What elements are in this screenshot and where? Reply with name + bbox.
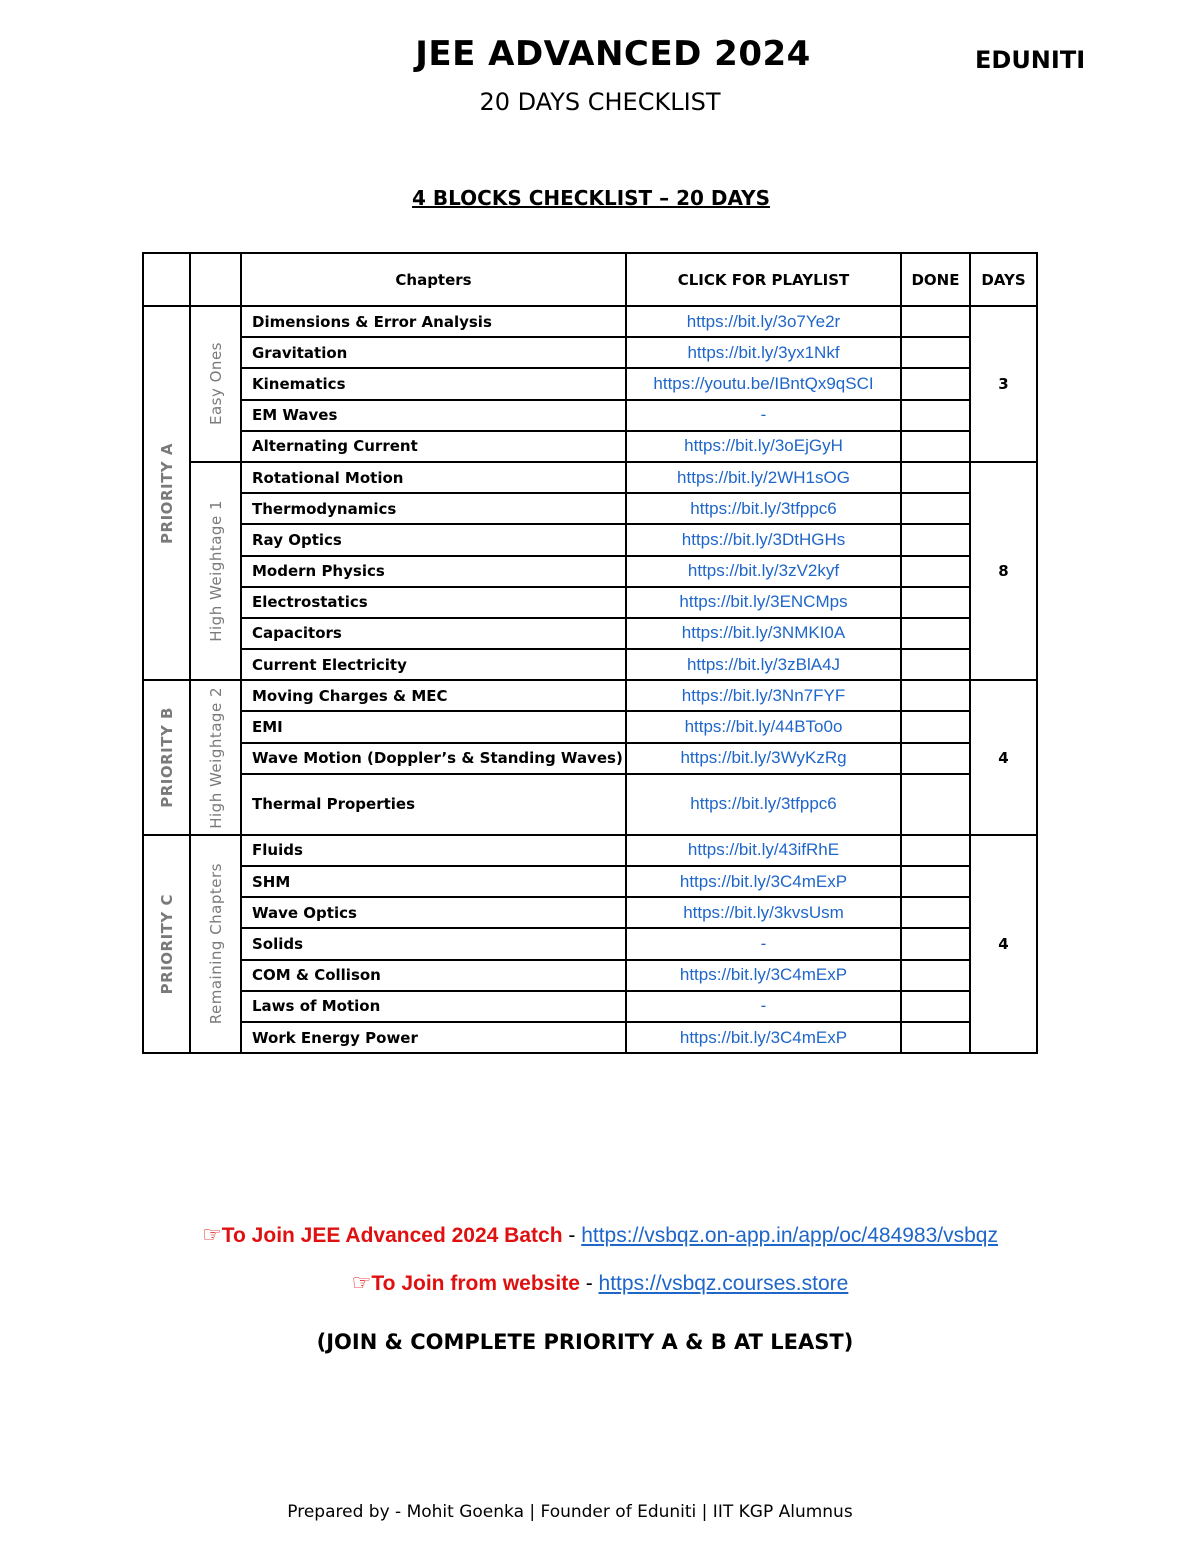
playlist-link[interactable]: https://bit.ly/3Nn7FYF (626, 680, 901, 711)
join-website-separator: - (579, 1272, 599, 1295)
table-header-row (143, 253, 1037, 306)
page-subtitle: 20 DAYS CHECKLIST (479, 88, 721, 116)
done-checkbox[interactable] (901, 587, 970, 618)
footer-credit: Prepared by - Mohit Goenka | Founder of Eduniti | IIT KGP Alumnus (287, 1502, 853, 1522)
days-high1: 8 (970, 462, 1037, 680)
chapter-name: Kinematics (241, 368, 626, 399)
days-easy: 3 (970, 306, 1037, 462)
table-row (143, 368, 1037, 399)
header-group-blank (190, 253, 241, 306)
group-remaining-label: Remaining Chapters (206, 863, 225, 1025)
table-row (143, 960, 1037, 991)
header-priority-blank (143, 253, 190, 306)
table-row (143, 524, 1037, 555)
header-days: DAYS (970, 253, 1037, 306)
priority-c-label: PRIORITY C (157, 893, 176, 995)
playlist-link[interactable]: https://bit.ly/43ifRhE (626, 835, 901, 866)
priority-note: (JOIN & COMPLETE PRIORITY A & B AT LEAST) (316, 1330, 854, 1354)
playlist-link[interactable]: https://bit.ly/3tfppc6 (626, 493, 901, 524)
done-checkbox[interactable] (901, 400, 970, 431)
chapter-name: Fluids (241, 835, 626, 866)
playlist-link[interactable]: https://bit.ly/3zBlA4J (626, 649, 901, 680)
checklist-table (142, 252, 1038, 1054)
done-checkbox[interactable] (901, 306, 970, 337)
playlist-link[interactable]: https://bit.ly/3C4mExP (626, 1022, 901, 1053)
table-row (143, 991, 1037, 1022)
playlist-link[interactable]: https://bit.ly/3o7Ye2r (626, 306, 901, 337)
playlist-link[interactable]: https://bit.ly/44BTo0o (626, 711, 901, 742)
playlist-link: - (626, 400, 901, 431)
chapter-name: Rotational Motion (241, 462, 626, 493)
done-checkbox[interactable] (901, 743, 970, 774)
group-high1-cell (190, 462, 241, 680)
chapter-name: Current Electricity (241, 649, 626, 680)
playlist-link[interactable]: https://bit.ly/3oEjGyH (626, 431, 901, 462)
chapter-name: Electrostatics (241, 587, 626, 618)
done-checkbox[interactable] (901, 524, 970, 555)
done-checkbox[interactable] (901, 337, 970, 368)
priority-a-cell (143, 306, 190, 680)
table-row (143, 649, 1037, 680)
playlist-link[interactable]: https://bit.ly/3C4mExP (626, 960, 901, 991)
join-website-line (0, 1270, 1200, 1296)
playlist-link[interactable]: https://bit.ly/3WyKzRg (626, 743, 901, 774)
playlist-link: - (626, 928, 901, 959)
table-row (143, 556, 1037, 587)
group-high2-label: High Weightage 2 (206, 686, 225, 829)
done-checkbox[interactable] (901, 649, 970, 680)
done-checkbox[interactable] (901, 431, 970, 462)
chapter-name: Moving Charges & MEC (241, 680, 626, 711)
table-row (143, 866, 1037, 897)
done-checkbox[interactable] (901, 928, 970, 959)
table-row (143, 462, 1037, 493)
chapter-name: Dimensions & Error Analysis (241, 306, 626, 337)
playlist-link[interactable]: https://bit.ly/3zV2kyf (626, 556, 901, 587)
playlist-link[interactable]: https://bit.ly/3C4mExP (626, 866, 901, 897)
chapter-name: Gravitation (241, 337, 626, 368)
playlist-link[interactable]: https://bit.ly/3yx1Nkf (626, 337, 901, 368)
join-batch-line (0, 1222, 1200, 1248)
chapter-name: SHM (241, 866, 626, 897)
chapter-name: Thermal Properties (241, 774, 626, 835)
join-website-link[interactable]: https://vsbqz.courses.store (598, 1272, 849, 1295)
chapter-name: Ray Optics (241, 524, 626, 555)
pointing-hand-icon: ☞ (351, 1270, 372, 1295)
table-row (143, 711, 1037, 742)
playlist-link[interactable]: https://bit.ly/3NMKI0A (626, 618, 901, 649)
done-checkbox[interactable] (901, 960, 970, 991)
playlist-link[interactable]: https://bit.ly/2WH1sOG (626, 462, 901, 493)
section-title: 4 BLOCKS CHECKLIST – 20 DAYS (412, 186, 770, 210)
table-row (143, 928, 1037, 959)
days-remaining: 4 (970, 835, 1037, 1053)
table-row (143, 1022, 1037, 1053)
playlist-link[interactable]: https://bit.ly/3kvsUsm (626, 897, 901, 928)
chapter-name: Alternating Current (241, 431, 626, 462)
chapter-name: Laws of Motion (241, 991, 626, 1022)
table-row (143, 680, 1037, 711)
playlist-link[interactable]: https://bit.ly/3DtHGHs (626, 524, 901, 555)
join-batch-label: To Join JEE Advanced 2024 Batch (221, 1224, 563, 1247)
header-chapters: Chapters (241, 253, 626, 306)
playlist-link: - (626, 991, 901, 1022)
table-row (143, 618, 1037, 649)
table-row (143, 774, 1037, 835)
done-checkbox[interactable] (901, 897, 970, 928)
table-row (143, 431, 1037, 462)
table-row (143, 835, 1037, 866)
done-checkbox[interactable] (901, 493, 970, 524)
header-done: DONE (901, 253, 970, 306)
done-checkbox[interactable] (901, 991, 970, 1022)
done-checkbox[interactable] (901, 866, 970, 897)
chapter-name: EMI (241, 711, 626, 742)
table-row (143, 337, 1037, 368)
group-high1-label: High Weightage 1 (206, 500, 225, 642)
chapter-name: Capacitors (241, 618, 626, 649)
done-checkbox[interactable] (901, 368, 970, 399)
chapter-name: Work Energy Power (241, 1022, 626, 1053)
page-title: JEE ADVANCED 2024 (415, 34, 811, 74)
brand-name: EDUNITI (975, 46, 1086, 74)
chapter-name: EM Waves (241, 400, 626, 431)
done-checkbox[interactable] (901, 462, 970, 493)
chapter-name: Modern Physics (241, 556, 626, 587)
group-easy-label: Easy Ones (206, 342, 225, 426)
chapter-name: Solids (241, 928, 626, 959)
table-row (143, 587, 1037, 618)
group-high2-cell (190, 680, 241, 835)
priority-b-label: PRIORITY B (157, 707, 176, 808)
table-row (143, 306, 1037, 337)
playlist-link[interactable]: https://bit.ly/3tfppc6 (626, 774, 901, 835)
join-batch-link[interactable]: https://vsbqz.on-app.in/app/oc/484983/vsbqz (581, 1224, 998, 1247)
playlist-link[interactable]: https://youtu.be/IBntQx9qSCI (626, 368, 901, 399)
pointing-hand-icon: ☞ (202, 1222, 222, 1247)
done-checkbox[interactable] (901, 680, 970, 711)
group-easy-cell (190, 306, 241, 462)
join-batch-separator: - (562, 1224, 582, 1247)
join-website-label: To Join from website (371, 1272, 580, 1295)
days-high2: 4 (970, 680, 1037, 835)
playlist-link[interactable]: https://bit.ly/3ENCMps (626, 587, 901, 618)
priority-c-cell (143, 835, 190, 1053)
chapter-name: Wave Optics (241, 897, 626, 928)
done-checkbox[interactable] (901, 1022, 970, 1053)
chapter-name: Wave Motion (Doppler’s & Standing Waves) (241, 743, 626, 774)
header-playlist: CLICK FOR PLAYLIST (626, 253, 901, 306)
priority-a-label: PRIORITY A (157, 442, 176, 544)
done-checkbox[interactable] (901, 835, 970, 866)
table-row (143, 743, 1037, 774)
table-row (143, 493, 1037, 524)
table-row (143, 897, 1037, 928)
chapter-name: COM & Collison (241, 960, 626, 991)
chapter-name: Thermodynamics (241, 493, 626, 524)
done-checkbox[interactable] (901, 556, 970, 587)
table-row (143, 400, 1037, 431)
priority-b-cell (143, 680, 190, 835)
done-checkbox[interactable] (901, 618, 970, 649)
done-checkbox[interactable] (901, 711, 970, 742)
done-checkbox[interactable] (901, 774, 970, 835)
group-remaining-cell (190, 835, 241, 1053)
